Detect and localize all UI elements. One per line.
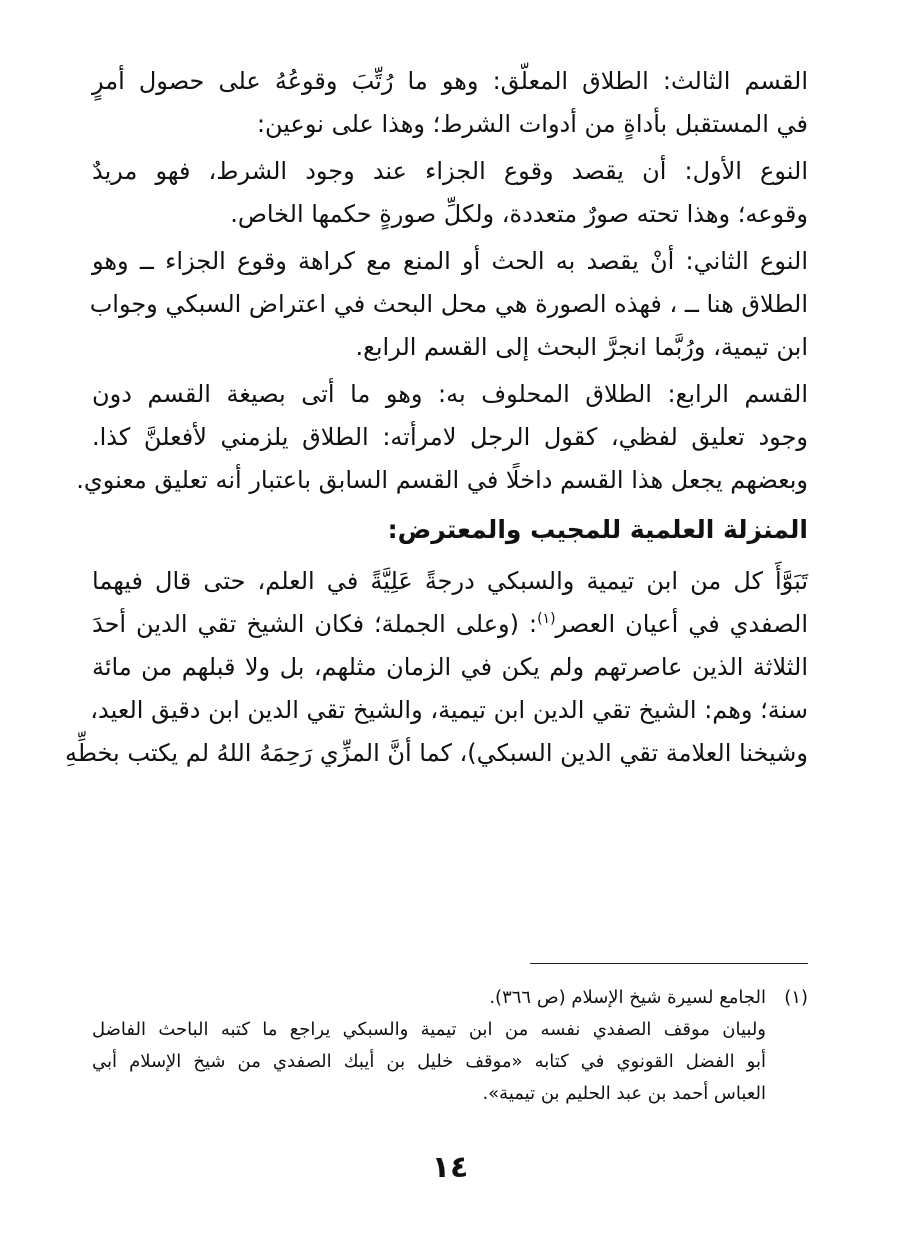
- paragraph-scholarly-standing: [65, 560, 808, 775]
- footnote-marker: (١): [784, 987, 808, 1008]
- text-line: وقوعه؛ وهذا تحته صورٌ متعددة، ولكلِّ صورةٍ حكمها الخاص.: [230, 200, 808, 228]
- text-line: ابن تيمية، ورُبَّما انجرَّ البحث إلى القسم الرابع.: [355, 333, 808, 361]
- footnote-line: العباس أحمد بن عبد الحليم بن تيمية».: [482, 1083, 766, 1104]
- text-line: الطلاق هنا ــ ، فهذه الصورة هي محل البحث في اعتراض السبكي وجواب: [89, 290, 808, 318]
- footnote-reference[interactable]: (١): [537, 611, 556, 627]
- footnotes: [92, 982, 808, 1110]
- text-line: وشيخنا العلامة تقي الدين السبكي)، كما أنَّ المزِّي رَحِمَهُ اللهُ لم يكتب بخطِّهِ: [65, 739, 808, 767]
- text-segment: : (وعلى الجملة؛ فكان الشيخ تقي الدين أحدَ: [92, 610, 538, 638]
- paragraph-divorce-oath: [76, 373, 808, 502]
- text-line: [92, 603, 808, 646]
- text-line: وبعضهم يجعل هذا القسم داخلًا في القسم السابق باعتبار أنه تعليق معنوي.: [76, 466, 808, 494]
- footnote-line: ولبيان موقف الصفدي نفسه من ابن تيمية والسبكي يراجع ما كتبه الباحث الفاضل: [92, 1019, 766, 1040]
- text-line: الثلاثة الذين عاصرتهم ولم يكن في الزمان مثلهم، بل ولا قبلهم من مائة: [92, 653, 808, 681]
- footnote-line: أبو الفضل القونوي في كتابه «موقف خليل بن أيبك الصفدي من شيخ الإسلام أبي: [92, 1051, 766, 1072]
- footnote-text: الجامع لسيرة شيخ الإسلام (ص ٣٦٦).: [489, 987, 766, 1008]
- text-line: سنة؛ وهم: الشيخ تقي الدين ابن تيمية، والشيخ تقي الدين ابن دقيق العيد،: [90, 696, 808, 724]
- paragraph-divorce-conditional: [92, 60, 808, 146]
- footnote-separator: [530, 963, 808, 964]
- text-line: تَبَوَّأَ كل من ابن تيمية والسبكي درجةً عَلِيَّةً في العلم، حتى قال فيهما: [92, 567, 808, 595]
- paragraph-type-one: [92, 150, 808, 236]
- text-line: النوع الأول: أن يقصد وقوع الجزاء عند وجود الشرط، فهو مريدٌ: [92, 157, 808, 185]
- text-segment: الصفدي في أعيان العصر: [555, 610, 808, 638]
- section-heading: المنزلة العلمية للمجيب والمعترض:: [387, 515, 808, 544]
- text-line: القسم الرابع: الطلاق المحلوف به: وهو ما أتى بصيغة القسم دون: [92, 380, 808, 408]
- footnote-first-line: [92, 982, 808, 1014]
- page-number: ١٤: [431, 1150, 469, 1185]
- paragraph-type-two: [89, 240, 808, 369]
- text-line: النوع الثاني: أنْ يقصد به الحث أو المنع مع كراهة وقوع الجزاء ــ وهو: [92, 247, 808, 275]
- text-line: وجود تعليق لفظي، كقول الرجل لامرأته: الطلاق يلزمني لأفعلنَّ كذا.: [92, 423, 808, 451]
- text-line: في المستقبل بأداةٍ من أدوات الشرط؛ وهذا على نوعين:: [256, 110, 808, 138]
- main-text: [65, 60, 808, 779]
- text-line: القسم الثالث: الطلاق المعلّق: وهو ما رُتِّبَ وقوعُهُ على حصول أمرٍ: [92, 67, 808, 95]
